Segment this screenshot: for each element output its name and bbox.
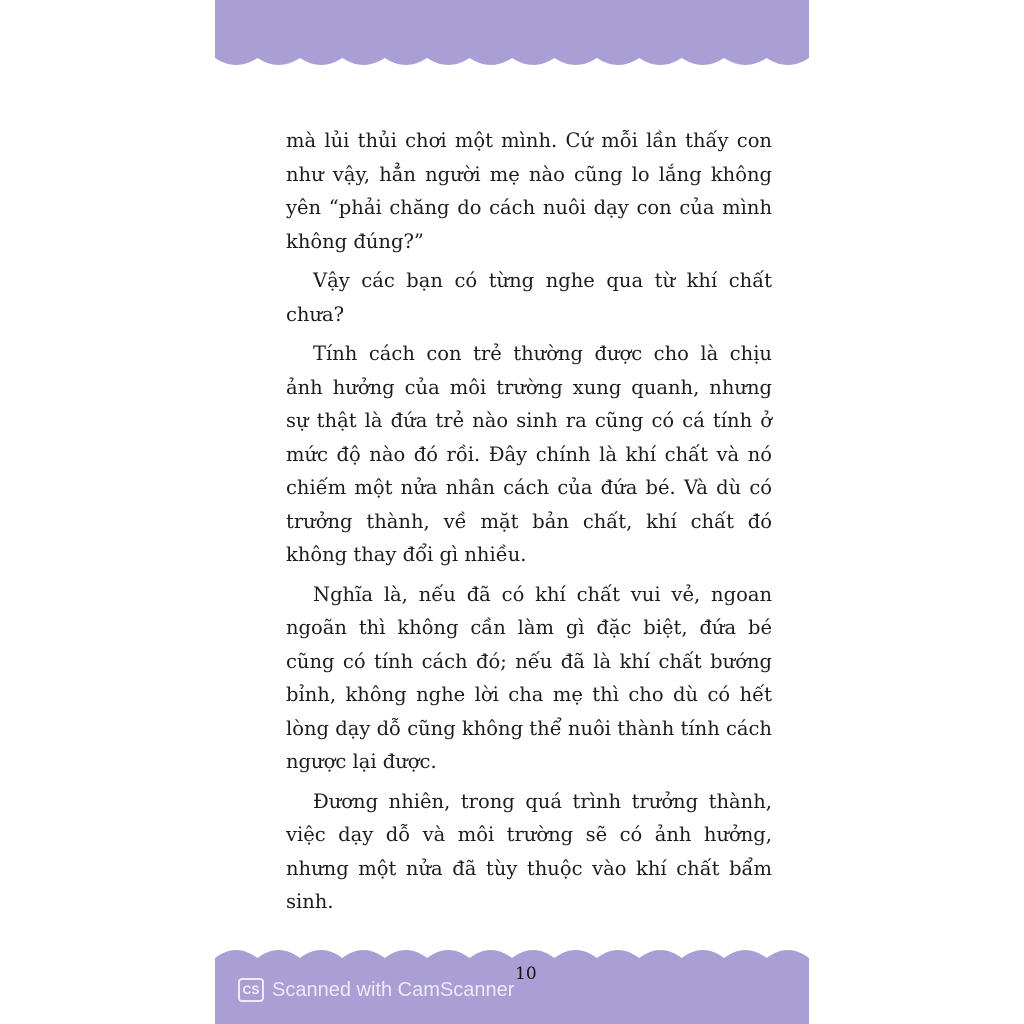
paragraph-1: mà lủi thủi chơi một mình. Cứ mỗi lần thấy con như vậy, hẳn người mẹ nào cũng lo lắng không yên “phải chăng do cách nuôi dạy con của mình không đúng?” bbox=[286, 129, 772, 253]
body-text bbox=[286, 124, 772, 925]
book-page bbox=[215, 0, 809, 1024]
page-number: 10 bbox=[515, 964, 537, 984]
paragraph-3: Tính cách con trẻ thường được cho là chịu ảnh hưởng của môi trường xung quanh, nhưng sự thật là đứa trẻ nào sinh ra cũng có cá tính ở mức độ nào đó rồi. Đây chính là khí chất và nó chiếm một nửa nhân cách của đứa bé. Và dù có trưởng thành, về mặt bản chất, khí chất đó không thay đổi gì nhiều. bbox=[286, 342, 772, 566]
top-scalloped-band bbox=[215, 0, 809, 74]
watermark-text: Scanned with CamScanner bbox=[272, 978, 515, 1001]
paragraph-4: Nghĩa là, nếu đã có khí chất vui vẻ, ngoan ngoãn thì không cần làm gì đặc biệt, đứa bé cũng có tính cách đó; nếu đã là khí chất bướng bỉnh, không nghe lời cha mẹ thì cho dù có hết lòng dạy dỗ cũng không thể nuôi thành tính cách ngược lại được. bbox=[286, 582, 772, 773]
camscanner-logo-icon: CS bbox=[238, 978, 264, 1002]
paragraph-2: Vậy các bạn có từng nghe qua từ khí chất chưa? bbox=[286, 269, 772, 326]
camscanner-watermark bbox=[238, 977, 514, 1003]
paragraph-5: Đương nhiên, trong quá trình trưởng thành, việc dạy dỗ và môi trường sẽ có ảnh hưởng, nhưng một nửa đã tùy thuộc vào khí chất bẩm sinh. bbox=[286, 789, 772, 913]
